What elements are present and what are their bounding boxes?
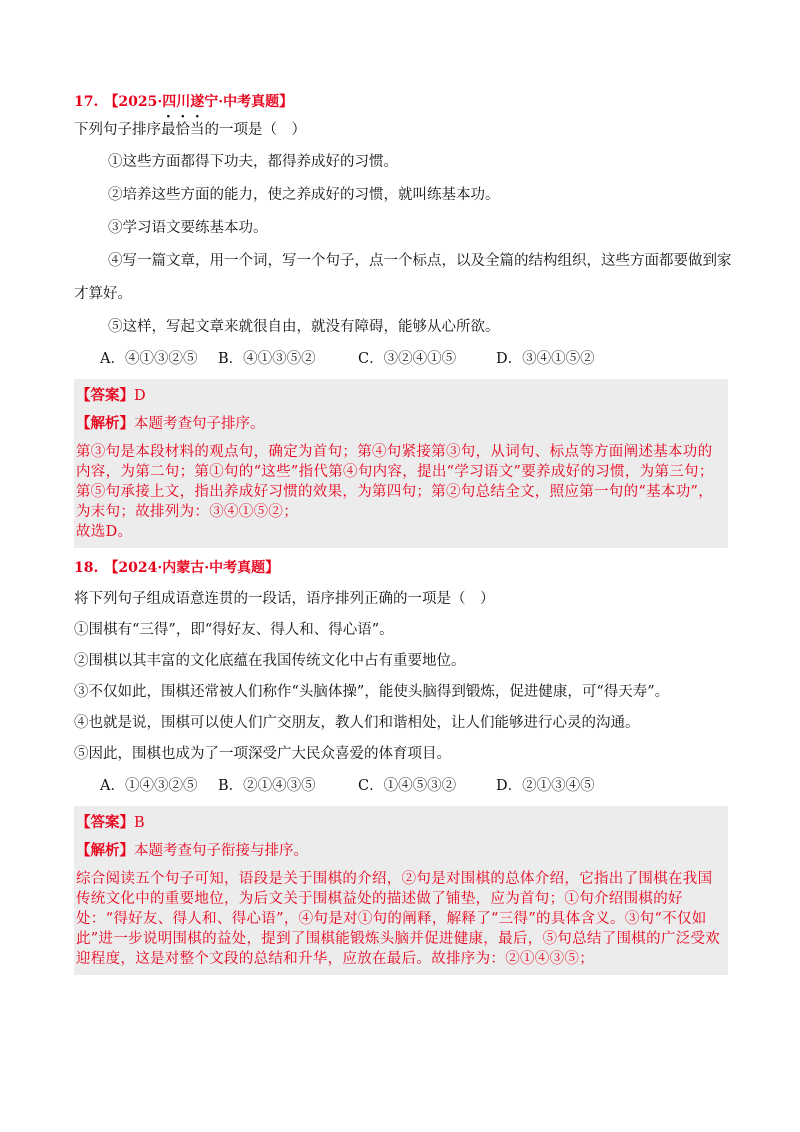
document-page bbox=[74, 92, 732, 975]
analysis-body: 综合阅读五个句子可知，语段是关于围棋的介绍，②句是对围棋的总体介绍，它指出了围棋在我国传统文化中的重要地位，为后文关于围棋益处的描述做了铺垫，应为首句；①句介绍围棋的好处：“得好友、得人和、得心语”，④句是对①句的阐释，解释了“三得”的具体含义。③句“不仅如此”进一步说明围棋的益处，提到了围棋能锻炼头脑并促进健康，最后，⑤句总结了围棋的广泛受欢迎程度，这是对整个文段的总结和升华，应放在最后。故排序为：②①④③⑤； bbox=[76, 871, 721, 967]
sentence-item: ②培养这些方面的能力，使之养成好的习惯，就叫练基本功。 bbox=[108, 187, 500, 203]
sentence-item: ⑤因此，围棋也成为了一项深受广大民众喜爱的体育项目。 bbox=[74, 746, 451, 762]
analysis-intro: 本题考查句子衔接与排序。 bbox=[134, 843, 308, 859]
option-b[interactable]: B．④①③⑤② bbox=[218, 351, 316, 367]
emphasis-char: 当 bbox=[190, 122, 205, 138]
question-source: 【2025·四川遂宁·中考真题】 bbox=[104, 94, 294, 110]
question-17 bbox=[74, 92, 732, 548]
stem-text: 的一项是（ ） bbox=[204, 122, 306, 138]
option-b[interactable]: B．②①④③⑤ bbox=[218, 778, 316, 794]
stem-text: 下列句子排序 bbox=[74, 122, 161, 138]
analysis-intro: 本题考查句子排序。 bbox=[134, 416, 265, 432]
sentence-item: ④也就是说，围棋可以使人们广交朋友，教人们和谐相处，让人们能够进行心灵的沟通。 bbox=[74, 715, 640, 731]
option-c[interactable]: C．③②④①⑤ bbox=[358, 351, 457, 367]
sentence-item: ①这些方面都得下功夫，都得养成好的习惯。 bbox=[108, 154, 398, 170]
analysis-tag: 【解析】 bbox=[76, 842, 134, 859]
analysis-tag: 【解析】 bbox=[76, 415, 134, 432]
option-a[interactable]: A．①④③②⑤ bbox=[100, 778, 198, 794]
answer-options bbox=[74, 349, 728, 369]
option-a[interactable]: A．④①③②⑤ bbox=[100, 351, 198, 367]
answer-box bbox=[74, 806, 728, 975]
analysis-line bbox=[76, 414, 726, 434]
question-header bbox=[74, 92, 728, 112]
sentence-item: ②围棋以其丰富的文化底蕴在我国传统文化中占有重要地位。 bbox=[74, 653, 466, 669]
answer-tag: 【答案】 bbox=[76, 387, 134, 404]
question-header bbox=[74, 558, 728, 578]
sentence-item: ①围棋有“三得”，即“得好友、得人和、得心语”。 bbox=[74, 622, 394, 638]
option-c[interactable]: C．①④⑤③② bbox=[358, 778, 457, 794]
emphasis-char: 恰 bbox=[175, 122, 190, 138]
answer-value: D bbox=[134, 388, 146, 404]
analysis-line bbox=[76, 841, 726, 861]
question-18 bbox=[74, 558, 728, 975]
answer-box bbox=[74, 379, 728, 548]
answer-line bbox=[76, 386, 726, 406]
sentence-item: 才算好。 bbox=[74, 286, 132, 302]
answer-value: B bbox=[134, 815, 145, 831]
option-d[interactable]: D．③④①⑤② bbox=[496, 351, 595, 367]
analysis-body: 第③句是本段材料的观点句，确定为首句；第④句紧接第③句，从词句、标点等方面阐述基本功的内容，为第二句；第①句的“这些”指代第④句内容，提出“学习语文”要养成好的习惯，为第三句；第⑤句承接上文，指出养成好习惯的效果，为第四句；第②句总结全文，照应第一句的“基本功”，为末句；故排列为：③④①⑤②； bbox=[76, 444, 714, 520]
answer-options bbox=[74, 776, 728, 796]
option-d[interactable]: D．②①③④⑤ bbox=[496, 778, 595, 794]
question-stem: 将下列句子组成语意连贯的一段话，语序排列正确的一项是（ ） bbox=[74, 591, 495, 607]
question-number: 18. bbox=[74, 560, 99, 576]
answer-tag: 【答案】 bbox=[76, 814, 134, 831]
question-number: 17. bbox=[74, 94, 99, 110]
analysis-conclusion: 故选D。 bbox=[76, 524, 133, 540]
answer-line bbox=[76, 813, 726, 833]
sentence-item: ③不仅如此，围棋还常被人们称作“头脑体操”，能使头脑得到锻炼，促进健康，可“得天寿”。 bbox=[74, 684, 670, 700]
emphasis-char: 最 bbox=[161, 122, 176, 138]
sentence-item: ④写一篇文章，用一个词，写一个句子，点一个标点，以及全篇的结构组织，这些方面都要做到家 bbox=[108, 253, 732, 269]
sentence-item: ③学习语文要练基本功。 bbox=[108, 220, 268, 236]
question-stem bbox=[74, 120, 728, 140]
sentence-item: ⑤这样，写起文章来就很自由，就没有障碍，能够从心所欲。 bbox=[108, 319, 500, 335]
question-source: 【2024·内蒙古·中考真题】 bbox=[104, 560, 280, 576]
